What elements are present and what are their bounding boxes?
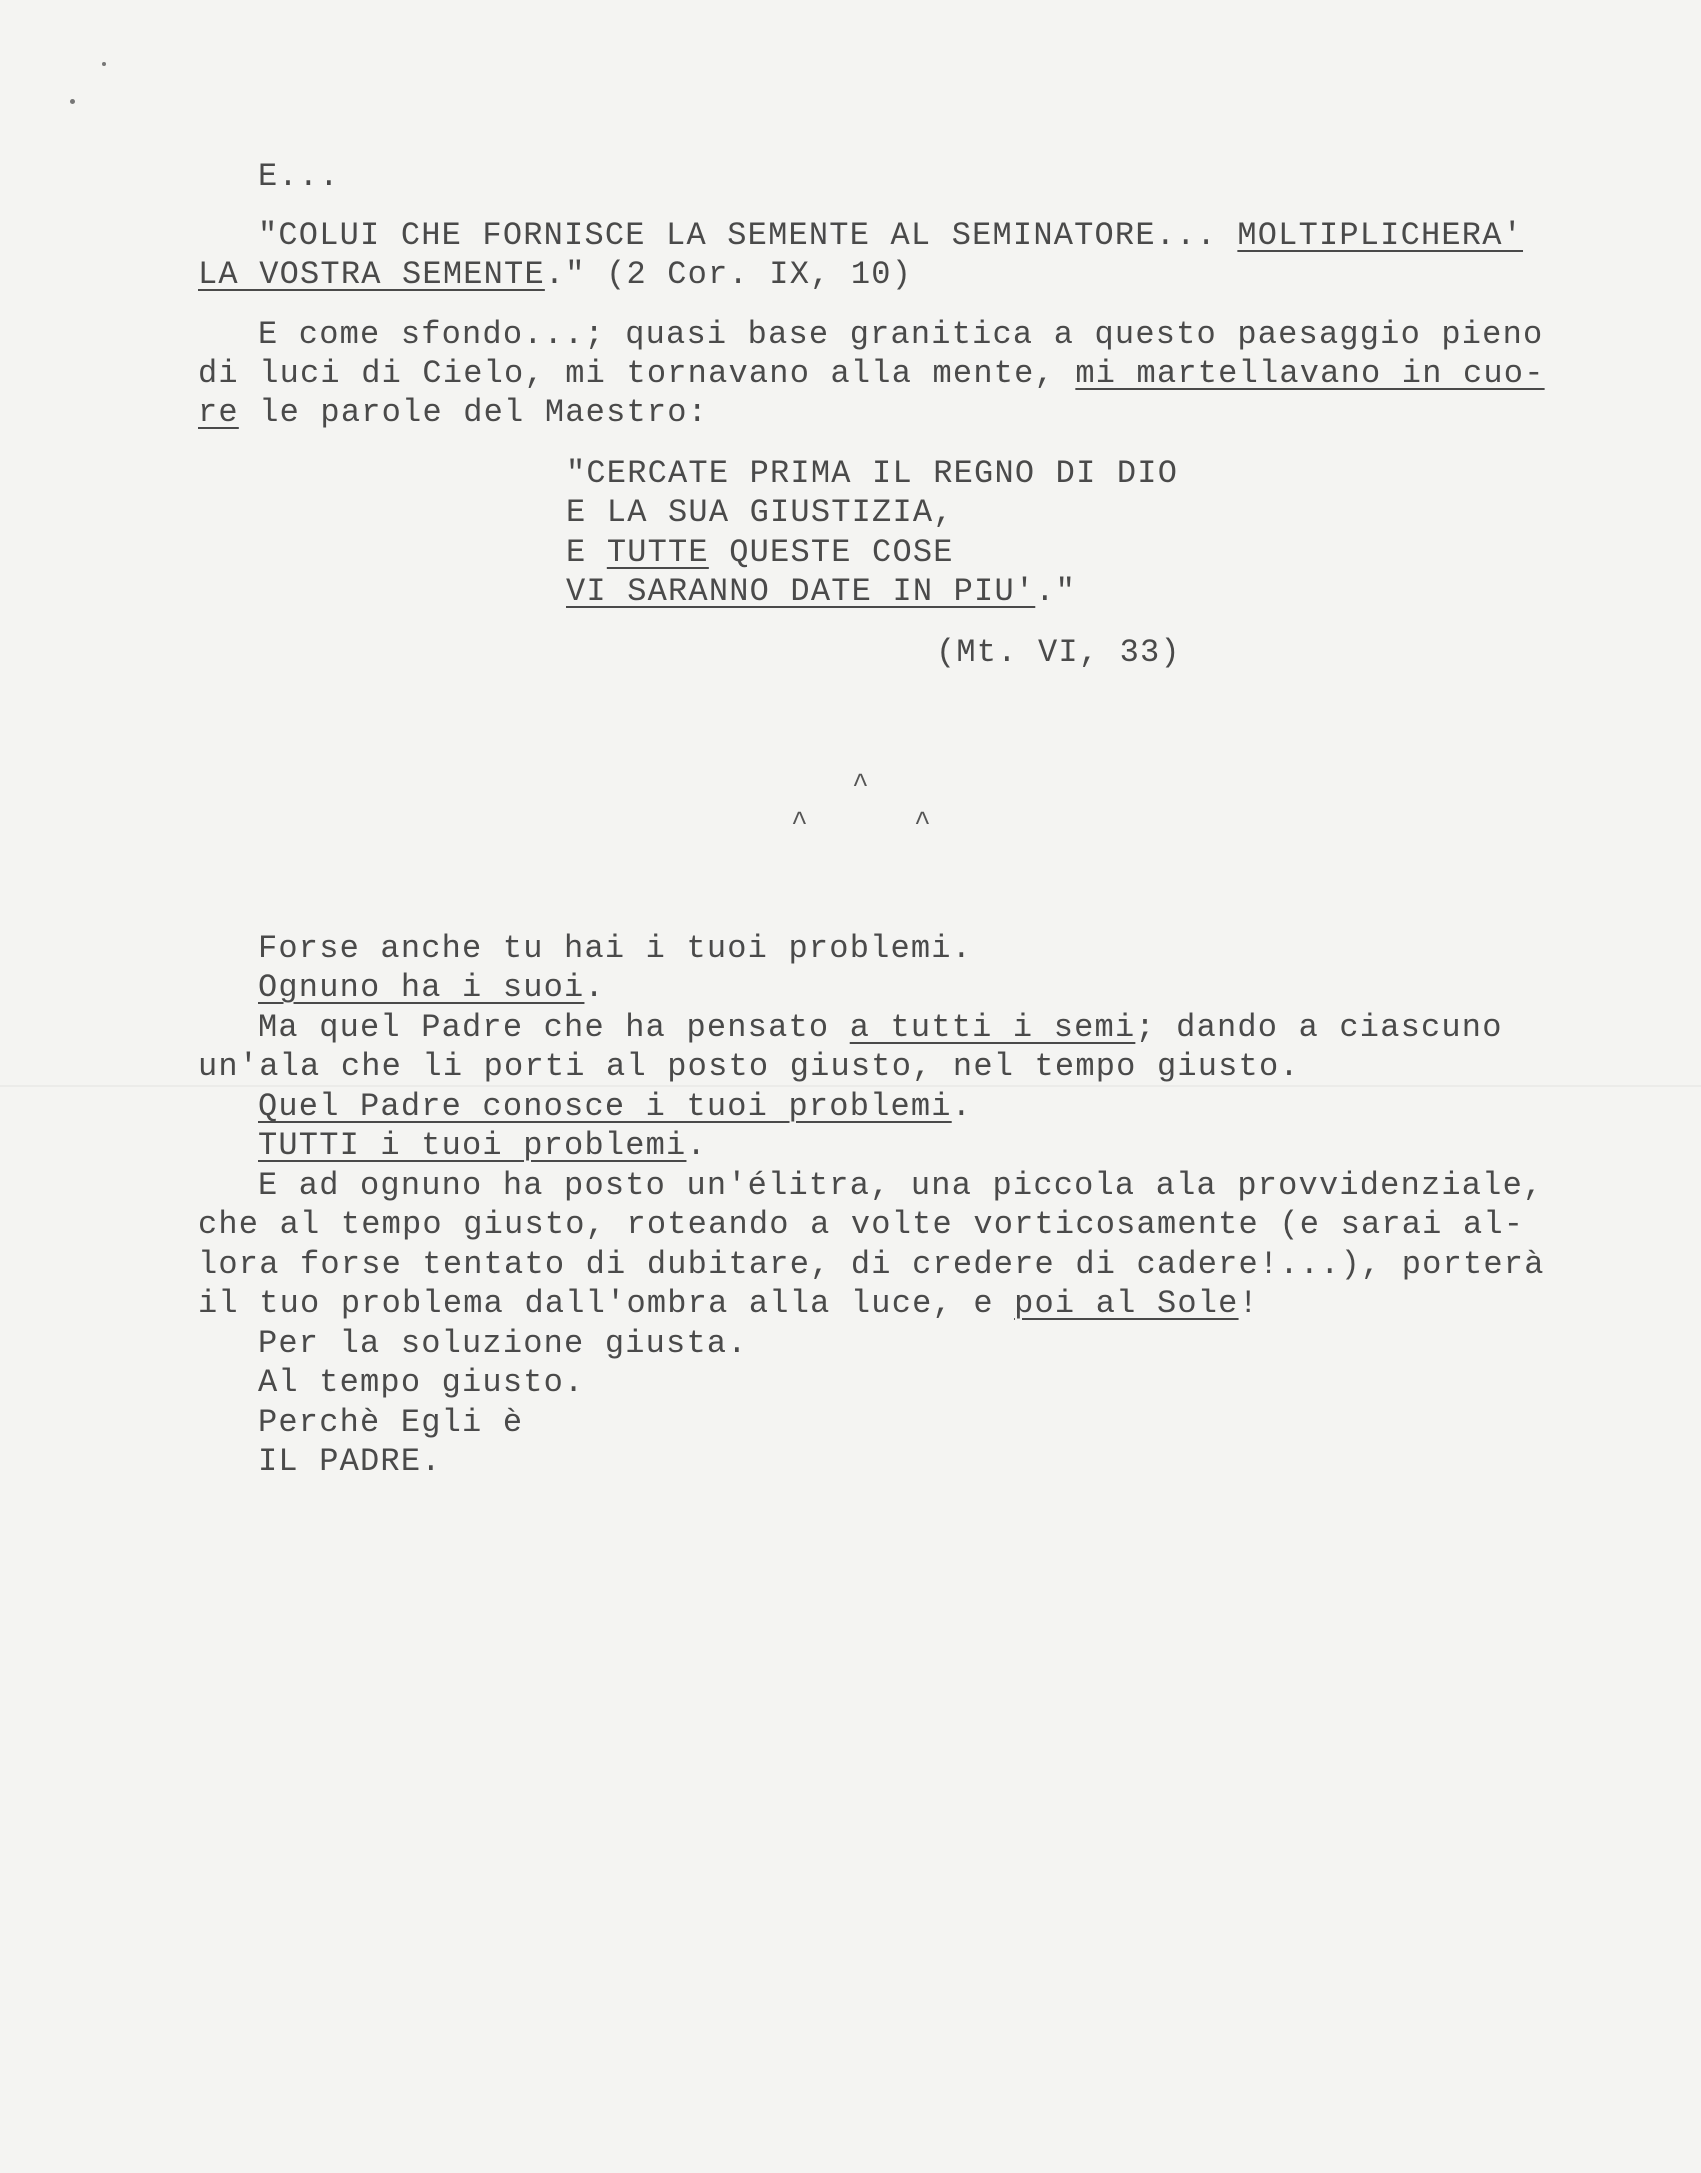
bottom-line9: lora forse tentato di dubitare, di credere di cadere!...), porterà xyxy=(198,1246,1545,1283)
quote2-line4 xyxy=(566,572,1076,612)
bottom-text: . xyxy=(951,1088,973,1125)
bottom-line3 xyxy=(258,1008,1503,1048)
paper-speck xyxy=(70,99,75,104)
bottom-text: ; dando a ciascuno xyxy=(1135,1009,1503,1046)
bottom-text: il tuo problema dall'ombra alla luce, e xyxy=(198,1285,1015,1322)
para1-text: le parole del Maestro: xyxy=(238,394,709,431)
quote2-underlined: TUTTE xyxy=(606,534,709,571)
bottom-line11: Per la soluzione giusta. xyxy=(258,1325,748,1362)
quote1-line2 xyxy=(198,255,912,295)
quote2-line2: E LA SUA GIUSTIZIA, xyxy=(566,494,954,531)
separator-caret: ^ xyxy=(914,808,931,839)
quote2-line1: "CERCATE PRIMA IL REGNO DI DIO xyxy=(566,455,1179,492)
para1-text: di luci di Cielo, mi tornavano alla mente, xyxy=(198,355,1076,392)
bottom-line13: Perchè Egli è xyxy=(258,1404,524,1441)
para1-underlined: mi martellavano in cuo- xyxy=(1075,355,1545,392)
bottom-underlined: poi al Sole xyxy=(1014,1285,1239,1322)
bottom-text: Ma quel Padre che ha pensato xyxy=(258,1009,850,1046)
bottom-line5 xyxy=(258,1087,972,1127)
quote2-reference: (Mt. VI, 33) xyxy=(936,634,1181,671)
quote1-underlined: MOLTIPLICHERA' xyxy=(1237,217,1524,254)
bottom-line6 xyxy=(258,1126,707,1166)
quote2-text: E xyxy=(566,534,607,571)
quote2-underlined: VI SARANNO DATE IN PIU' xyxy=(566,573,1036,610)
bottom-line14: IL PADRE. xyxy=(258,1443,442,1480)
para1-line1: E come sfondo...; quasi base granitica a questo paesaggio pieno xyxy=(258,316,1544,353)
bottom-underlined: a tutti i semi xyxy=(849,1009,1136,1046)
para1-line2 xyxy=(198,354,1545,394)
bottom-underlined: Quel Padre conosce i tuoi problemi xyxy=(258,1088,952,1125)
para1-underlined: re xyxy=(198,394,239,431)
quote2-text: QUESTE COSE xyxy=(708,534,954,571)
quote1-line1 xyxy=(258,216,1523,256)
bottom-line8: che al tempo giusto, roteando a volte vorticosamente (e sarai al- xyxy=(198,1206,1525,1243)
quote2-text: ." xyxy=(1035,573,1077,610)
bottom-line7: E ad ognuno ha posto un'élitra, una piccola ala provvidenziale, xyxy=(258,1167,1544,1204)
bottom-line2 xyxy=(258,968,605,1008)
bottom-line1: Forse anche tu hai i tuoi problemi. xyxy=(258,930,973,967)
quote1-reference: ." (2 Cor. IX, 10) xyxy=(544,256,913,293)
quote2-line3 xyxy=(566,533,954,573)
bottom-line10 xyxy=(198,1284,1259,1324)
bottom-underlined: Ognuno ha i suoi xyxy=(258,969,585,1006)
opening-line: E... xyxy=(258,158,340,195)
quote1-underlined: LA VOSTRA SEMENTE xyxy=(198,256,545,293)
separator-caret: ^ xyxy=(852,770,869,801)
quote1-text: "COLUI CHE FORNISCE LA SEMENTE AL SEMINATORE... xyxy=(258,217,1238,254)
bottom-underlined: TUTTI i tuoi problemi xyxy=(258,1127,687,1164)
paper-speck xyxy=(102,62,106,66)
bottom-line4: un'ala che li porti al posto giusto, nel tempo giusto. xyxy=(198,1048,1300,1085)
separator-caret: ^ xyxy=(791,808,808,839)
para1-line3 xyxy=(198,393,708,433)
bottom-line12: Al tempo giusto. xyxy=(258,1364,585,1401)
bottom-text: . xyxy=(584,969,605,1006)
bottom-text: ! xyxy=(1238,1285,1259,1322)
bottom-text: . xyxy=(686,1127,707,1164)
